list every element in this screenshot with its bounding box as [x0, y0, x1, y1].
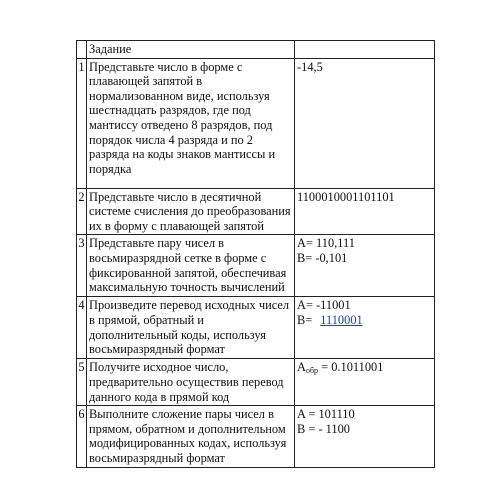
row-number: 4 [77, 297, 87, 359]
value-subscript: обр [305, 366, 319, 376]
table-row [77, 235, 435, 297]
tasks-table [76, 40, 435, 468]
task-text: Выполните сложение пары чисел в прямом, обратном и дополнительном модифицированных кодах, используя восьмиразрядный формат [87, 406, 295, 467]
task-text: Представьте число в десятичной системе счисления до преобразования их в форму с плавающей запятой [87, 188, 295, 235]
value-line [297, 313, 432, 328]
row-number: 5 [77, 359, 87, 406]
value-line: A= -11001 [297, 298, 351, 313]
value-line: -14,5 [297, 59, 323, 74]
row-number: 3 [77, 235, 87, 297]
table-row [77, 188, 435, 235]
value-line: B = - 1100 [297, 421, 350, 436]
value-prefix: B= [297, 312, 313, 327]
value-line [297, 360, 432, 379]
value-line: A = 101110 [297, 407, 355, 422]
header-value-cell [295, 41, 435, 59]
row-number: 2 [77, 188, 87, 235]
table-row [77, 58, 435, 188]
value-line: B= -0,101 [297, 250, 348, 265]
task-text: Произведите перевод исходных чисел в прямой, обратный и дополнительный коды, используя восьмиразрядный формат [87, 297, 295, 359]
task-value [295, 406, 435, 467]
value-main: A [297, 360, 306, 375]
value-line: 1100010001101101 [297, 189, 395, 204]
value-line: A= 110,111 [297, 236, 355, 251]
value-link[interactable]: 1110001 [320, 312, 363, 327]
task-text: Представьте пару чисел в восьмиразрядной сетке в форме с фиксированной запятой, обеспечивая максимальную точность вычислений [87, 235, 295, 297]
task-value [295, 359, 435, 406]
table-row [77, 406, 435, 467]
table-header-row [77, 41, 435, 59]
table-row [77, 297, 435, 359]
task-text: Представьте число в форме с плавающей запятой в нормализованном виде, используя шестнадцать разрядов, где под мантиссу отведено 8 разрядов, под порядок числа 4 разряда и по 2 разряда на коды знаков мантиссы и порядка [87, 58, 295, 188]
header-task-cell: Задание [87, 41, 295, 59]
row-number: 6 [77, 406, 87, 467]
task-text: Получите исходное число, предварительно осуществив перевод данного кода в прямой код [87, 359, 295, 406]
row-number: 1 [77, 58, 87, 188]
value-rest: = 0.1011001 [318, 360, 384, 375]
task-value [295, 58, 435, 188]
task-value [295, 297, 435, 359]
header-number-cell [77, 41, 87, 59]
task-value [295, 188, 435, 235]
table-row [77, 359, 435, 406]
task-value [295, 235, 435, 297]
